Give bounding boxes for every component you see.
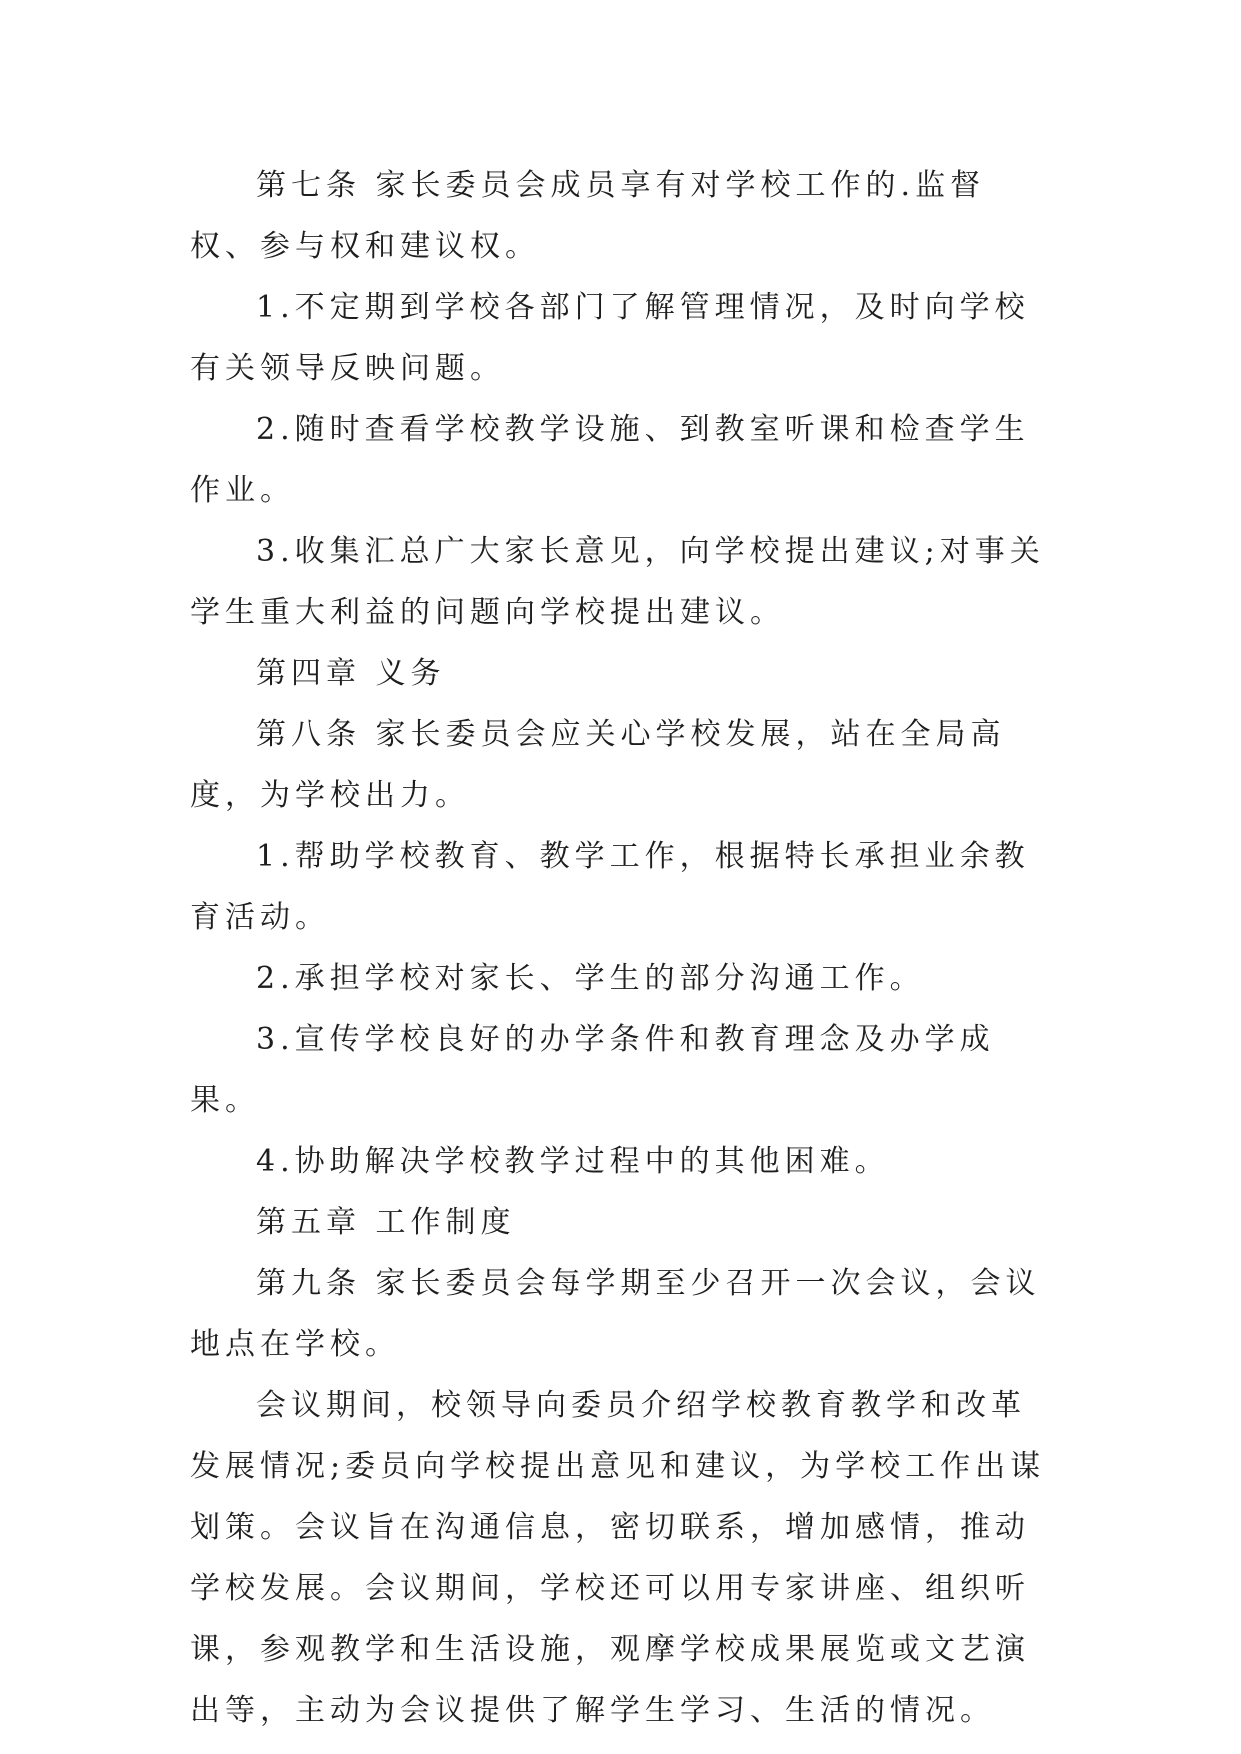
article-8-item-4: 4.协助解决学校教学过程中的其他困难。 bbox=[256, 1144, 890, 1179]
article-7-item-3: 3.收集汇总广大家长意见，向学校提出建议;对事关学生重大利益的问题向学校提出建议。 bbox=[190, 534, 1045, 630]
article-7-item-1: 1.不定期到学校各部门了解管理情况，及时向学校有关领导反映问题。 bbox=[190, 290, 1030, 386]
article-8-item-3: 3.宣传学校良好的办学条件和教育理念及办学成果。 bbox=[190, 1022, 995, 1118]
article-8-item-1: 1.帮助学校教育、教学工作，根据特长承担业余教育活动。 bbox=[190, 839, 1030, 935]
article-8-paragraph: 第八条 家长委员会应关心学校发展，站在全局高度，为学校出力。 bbox=[190, 717, 1006, 813]
article-9-paragraph: 第九条 家长委员会每学期至少召开一次会议，会议地点在学校。 bbox=[190, 1266, 1041, 1362]
meeting-description-paragraph: 会议期间，校领导向委员介绍学校教育教学和改革发展情况;委员向学校提出意见和建议，为学校工作出谋划策。会议旨在沟通信息，密切联系，增加感情，推动学校发展。会议期间，学校还可以用专家讲座、组织听课，参观教学和生活设施，观摩学校成果展览或文艺演出等，主动为会议提供了解学生学习、生活的情况。 bbox=[190, 1388, 1046, 1728]
chapter-5-heading: 第五章 工作制度 bbox=[256, 1205, 516, 1240]
document-body bbox=[190, 155, 1052, 1741]
article-7-item-2: 2.随时查看学校教学设施、到教室听课和检查学生作业。 bbox=[190, 412, 1030, 508]
article-8-item-2: 2.承担学校对家长、学生的部分沟通工作。 bbox=[256, 961, 925, 996]
chapter-4-heading: 第四章 义务 bbox=[256, 656, 446, 691]
article-7-paragraph: 第七条 家长委员会成员享有对学校工作的.监督权、参与权和建议权。 bbox=[190, 168, 986, 264]
